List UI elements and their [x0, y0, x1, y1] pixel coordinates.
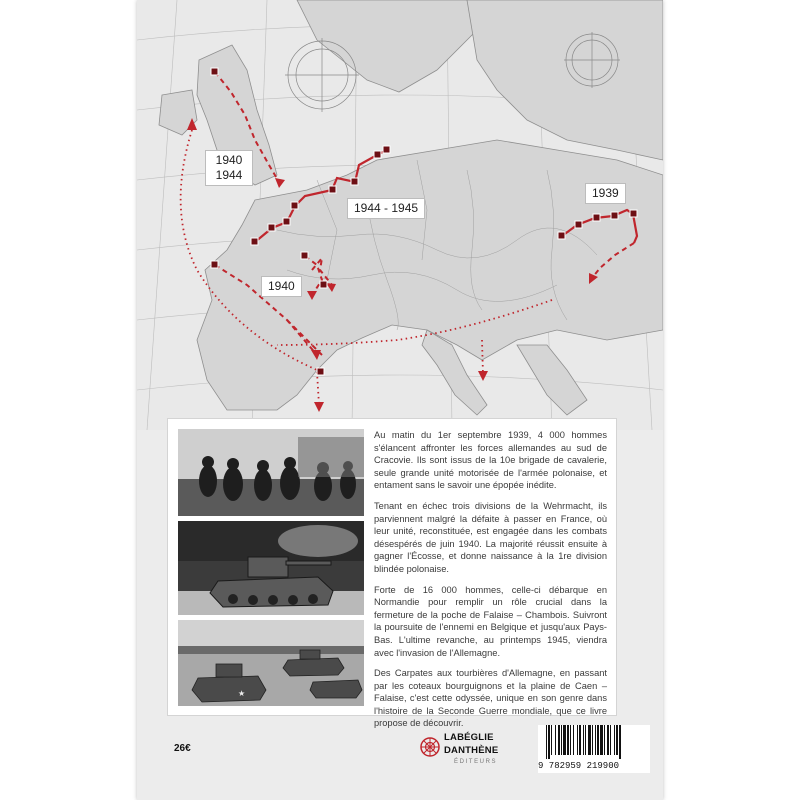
- isbn-barcode: [538, 725, 650, 773]
- photo-tank-firing: [178, 521, 364, 615]
- map-label-1940: 1940: [261, 276, 302, 297]
- photo-soldiers-running: [178, 429, 364, 516]
- isbn-number: 9 782959 219900: [538, 761, 620, 771]
- map-label-1940-top: 1940: [215, 153, 243, 167]
- summary-paragraph-4: Des Carpates aux tourbières d'Allemagne, en passant par les coteaux bourguignons et la plaine de Caen – Falaise, c'est cette odyssée, unique en son genre dans l'histoire de la Seconde Guerre mondiale, que ce livre propose de découvrir.: [374, 668, 607, 729]
- publisher-logo-icon: [420, 737, 440, 757]
- publisher-name-line1: LABÉGLIE: [444, 732, 494, 743]
- map-label-1940-1944: [205, 150, 253, 186]
- svg-text:★: ★: [238, 689, 246, 698]
- summary-paragraph-1: Au matin du 1er septembre 1939, 4 000 hommes s'élancent affronter les forces allemandes au sud de Cracovie. Ils sont issus de la 10e brigade de cavalerie, seule grande unité motorisée de l'armée polonaise, et entament sans le savoir une épopée inédite.: [374, 430, 607, 491]
- map-label-1939: 1939: [585, 183, 626, 204]
- publisher-name-line3: ÉDITEURS: [454, 759, 498, 765]
- summary-panel: [167, 418, 617, 729]
- europe-map: [137, 0, 663, 430]
- map-label-1944-bottom: 1944: [215, 168, 243, 182]
- barcode-bars: [538, 725, 650, 759]
- price-label: 26€: [174, 743, 191, 754]
- summary-text: [374, 429, 607, 738]
- photo-tanks-field: [178, 620, 364, 706]
- map-label-1944-1945: 1944 - 1945: [347, 198, 425, 219]
- summary-paragraph-3: Forte de 16 000 hommes, celle-ci débarque en Normandie pour remplir un rôle crucial dans la fermeture de la poche de Falaise – Chambois. Suivront la poursuite de l'ennemi en Belgique et jusqu'aux Pays-Bas. L'ultime revanche, au printemps 1945, viendra avec l'invasion de l'Allemagne.: [374, 584, 607, 658]
- book-back-cover: [137, 0, 663, 800]
- publisher-name-line2: DANTHÈNE: [444, 745, 499, 756]
- publisher-block: [420, 727, 520, 772]
- summary-paragraph-2: Tenant en échec trois divisions de la Wehrmacht, ils parviennent malgré la défaite à passer en France, où leur unité, reconstituée, est engagée dans les combats désespérés de juin 1940. La majorité réussit ensuite à gagner l'Écosse, et donne naissance à la 1re division blindée polonaise.: [374, 500, 607, 574]
